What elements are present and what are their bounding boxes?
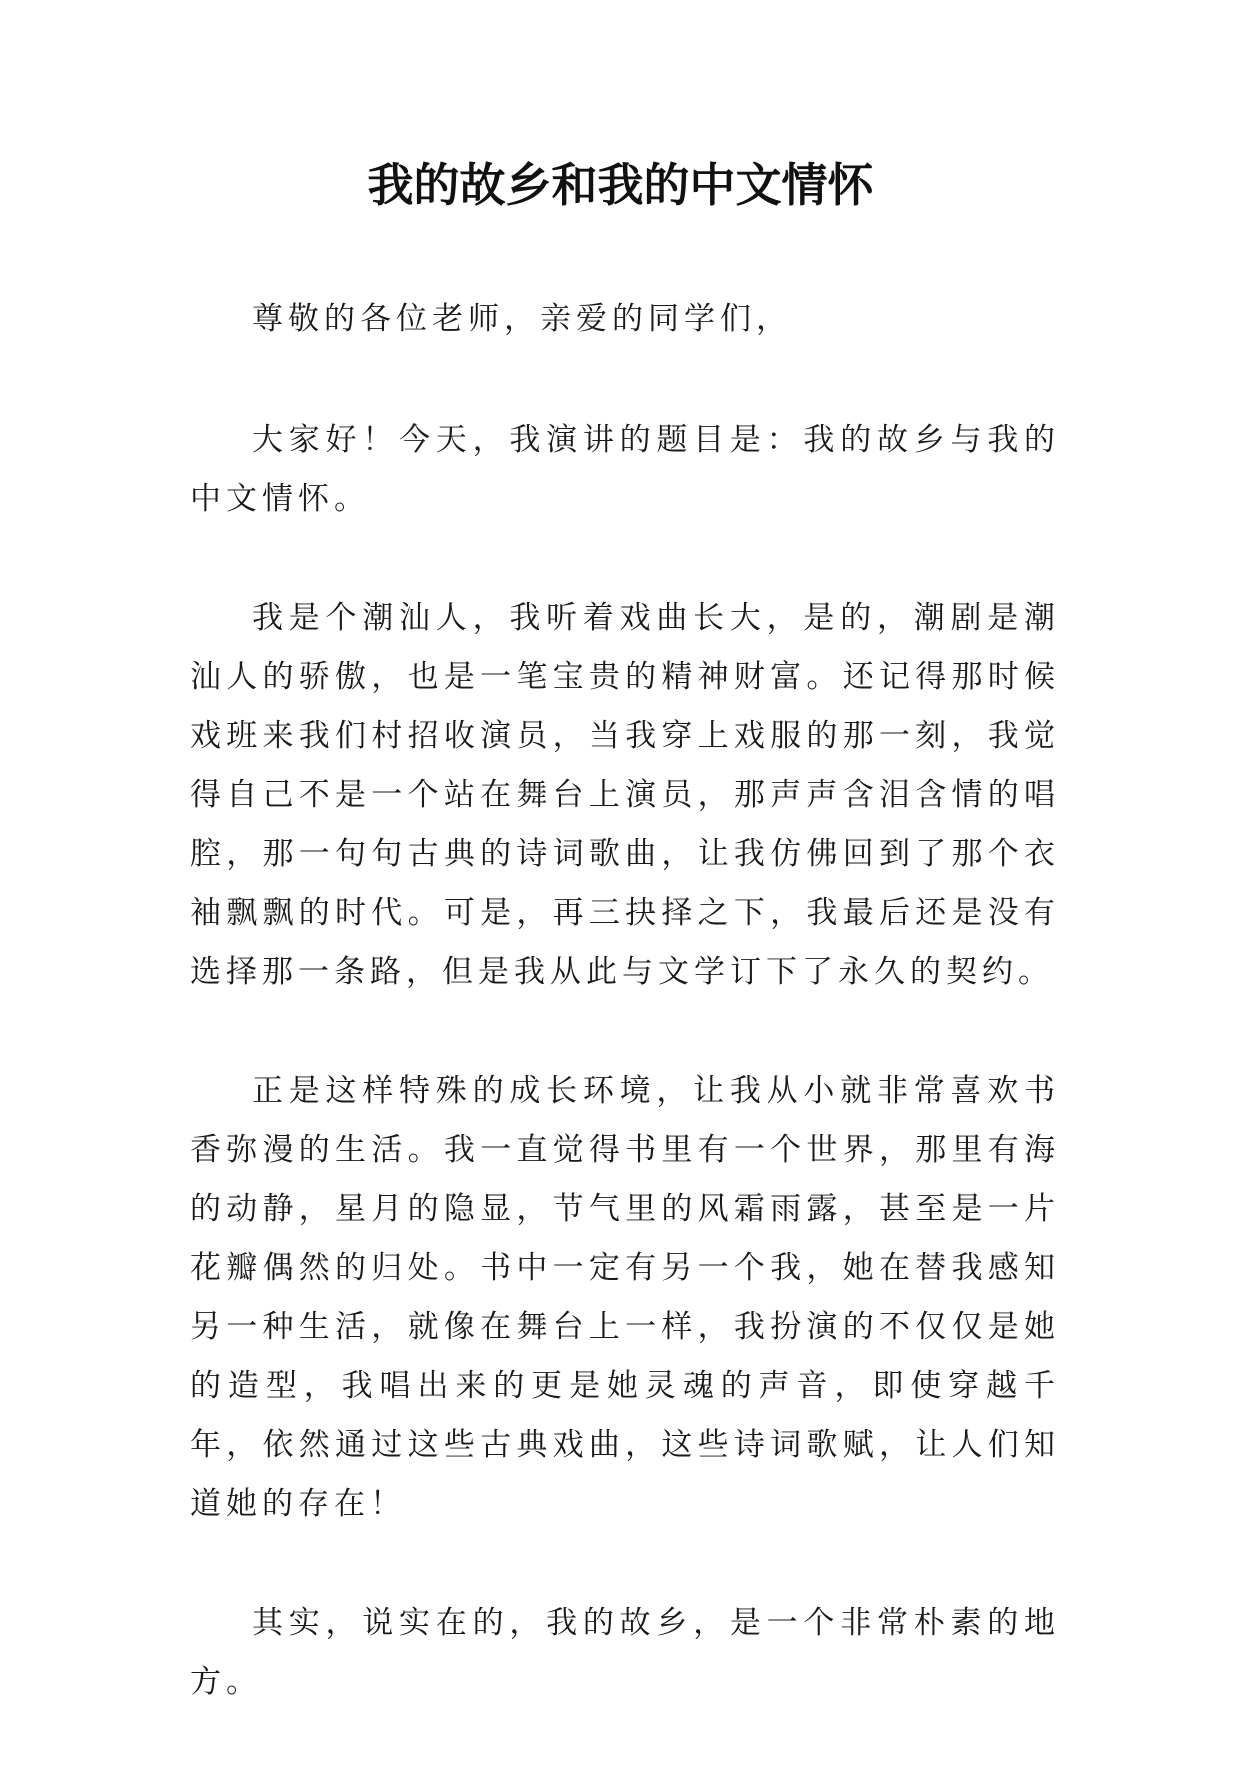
paragraph-intro: 大家好！今天，我演讲的题目是：我的故乡与我的中文情怀。 (190, 422, 1060, 517)
paragraph-greeting: 尊敬的各位老师，亲爱的同学们， (252, 301, 792, 337)
paragraph-hometown-opera: 我是个潮汕人，我听着戏曲长大，是的，潮剧是潮汕人的骄傲，也是一笔宝贵的精神财富。还记得那时候戏班来我们村招收演员，当我穿上戏服的那一刻，我觉得自己不是一个站在舞台上演员，那声声含泪含情的唱腔，那一句句古典的诗词歌曲，让我仿佛回到了那个衣袖飘飘的时代。可是，再三抉择之下，我最后还是没有选择那一条路，但是我从此与文学订下了永久的契约。 (190, 600, 1060, 990)
paragraph-simple-hometown: 其实，说实在的，我的故乡，是一个非常朴素的地方。 (190, 1605, 1060, 1700)
paragraph-reading-life: 正是这样特殊的成长环境，让我从小就非常喜欢书香弥漫的生活。我一直觉得书里有一个世界，那里有海的动静，星月的隐显，节气里的风霜雨露，甚至是一片花瓣偶然的归处。书中一定有另一个我，她在替我感知另一种生活，就像在舞台上一样，我扮演的不仅仅是她的造型，我唱出来的更是她灵魂的声音，即使穿越千年，依然通过这些古典戏曲，这些诗词歌赋，让人们知道她的存在！ (190, 1073, 1060, 1522)
document-body (190, 290, 1060, 1772)
document-title: 我的故乡和我的中文情怀 (367, 158, 874, 212)
